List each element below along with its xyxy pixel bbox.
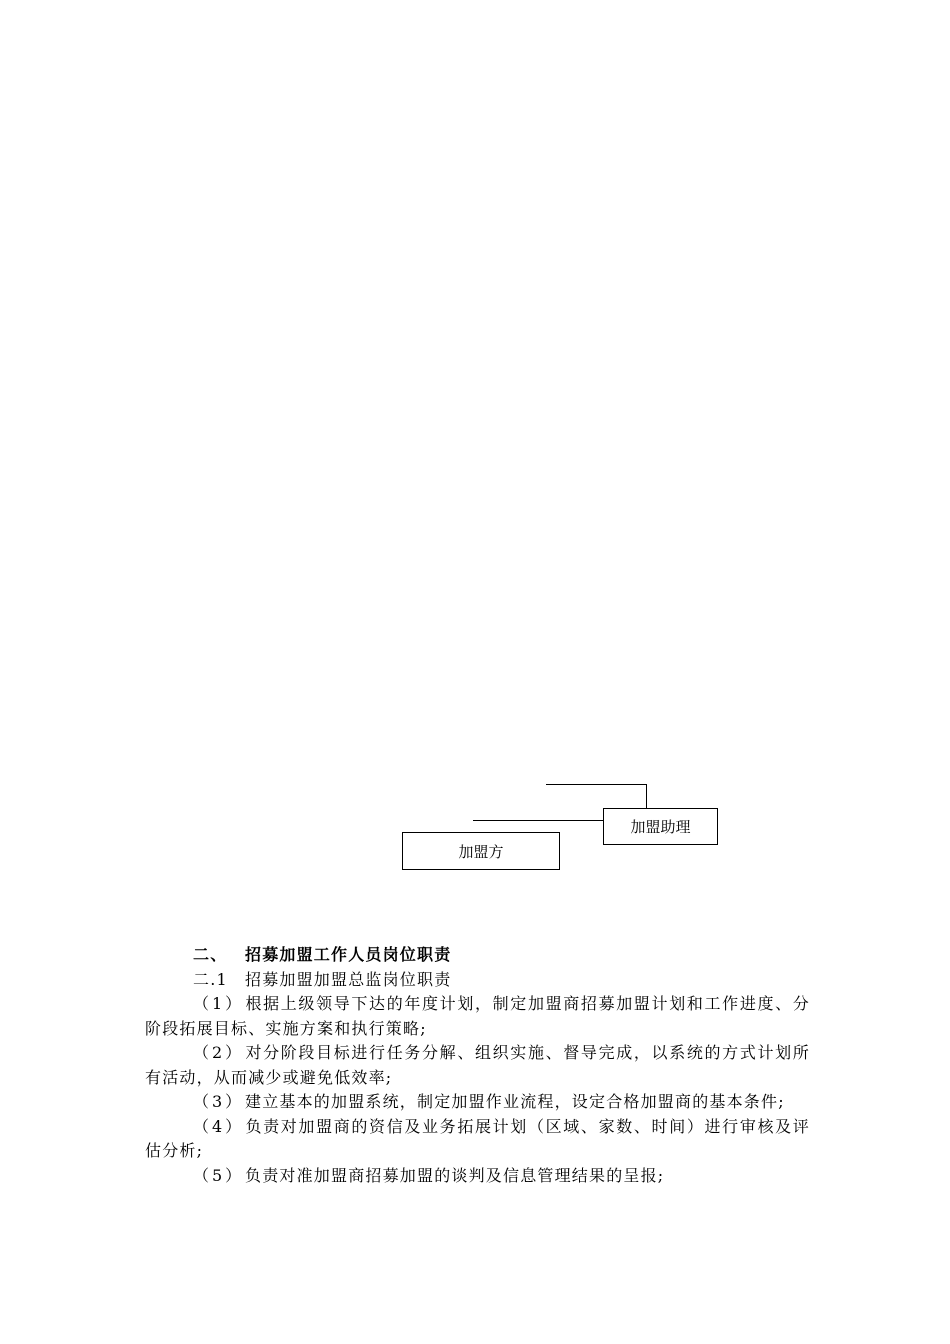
org-box-assistant-label: 加盟助理 <box>630 818 691 836</box>
duty-item-text: 负责对加盟商的资信及业务拓展计划（区域、家数、时间）进行审核及评估分析; <box>145 1116 810 1160</box>
org-box-franchisee-label: 加盟方 <box>458 842 504 861</box>
duty-item <box>145 1115 810 1164</box>
subsection-heading <box>145 968 810 993</box>
org-box-assistant <box>603 808 718 845</box>
duty-item-text: 根据上级领导下达的年度计划，制定加盟商招募加盟计划和工作进度、分阶段拓展目标、实施方案和执行策略; <box>145 994 810 1038</box>
duty-item <box>145 1041 810 1090</box>
subsection-number: 二.1 <box>193 969 228 989</box>
connector-line-top <box>546 784 647 785</box>
duty-item-text: 对分阶段目标进行任务分解、组织实施、督导完成，以系统的方式计划所有活动，从而减少或避免低效率; <box>145 1043 810 1087</box>
section-heading <box>145 943 810 968</box>
duty-item-number: （3） <box>193 1092 245 1111</box>
org-box-franchisee <box>402 832 560 870</box>
duty-item-number: （5） <box>193 1165 245 1185</box>
duty-item-number: （2） <box>193 1043 245 1062</box>
connector-line-vertical <box>646 784 647 808</box>
duty-item-text: 负责对准加盟商招募加盟的谈判及信息管理结果的呈报; <box>245 1165 665 1185</box>
section-number: 二、 <box>193 945 228 964</box>
subsection-title: 招募加盟加盟总监岗位职责 <box>245 969 452 989</box>
duty-item <box>145 992 810 1041</box>
duty-item <box>145 1090 810 1115</box>
duty-item-number: （1） <box>193 994 245 1013</box>
duty-item-text: 建立基本的加盟系统，制定加盟作业流程，设定合格加盟商的基本条件; <box>245 1092 785 1111</box>
duty-item <box>145 1164 810 1189</box>
document-body <box>145 943 810 1188</box>
section-title: 招募加盟工作人员岗位职责 <box>245 945 452 964</box>
connector-line-middle <box>473 820 603 821</box>
duty-item-number: （4） <box>193 1116 245 1136</box>
